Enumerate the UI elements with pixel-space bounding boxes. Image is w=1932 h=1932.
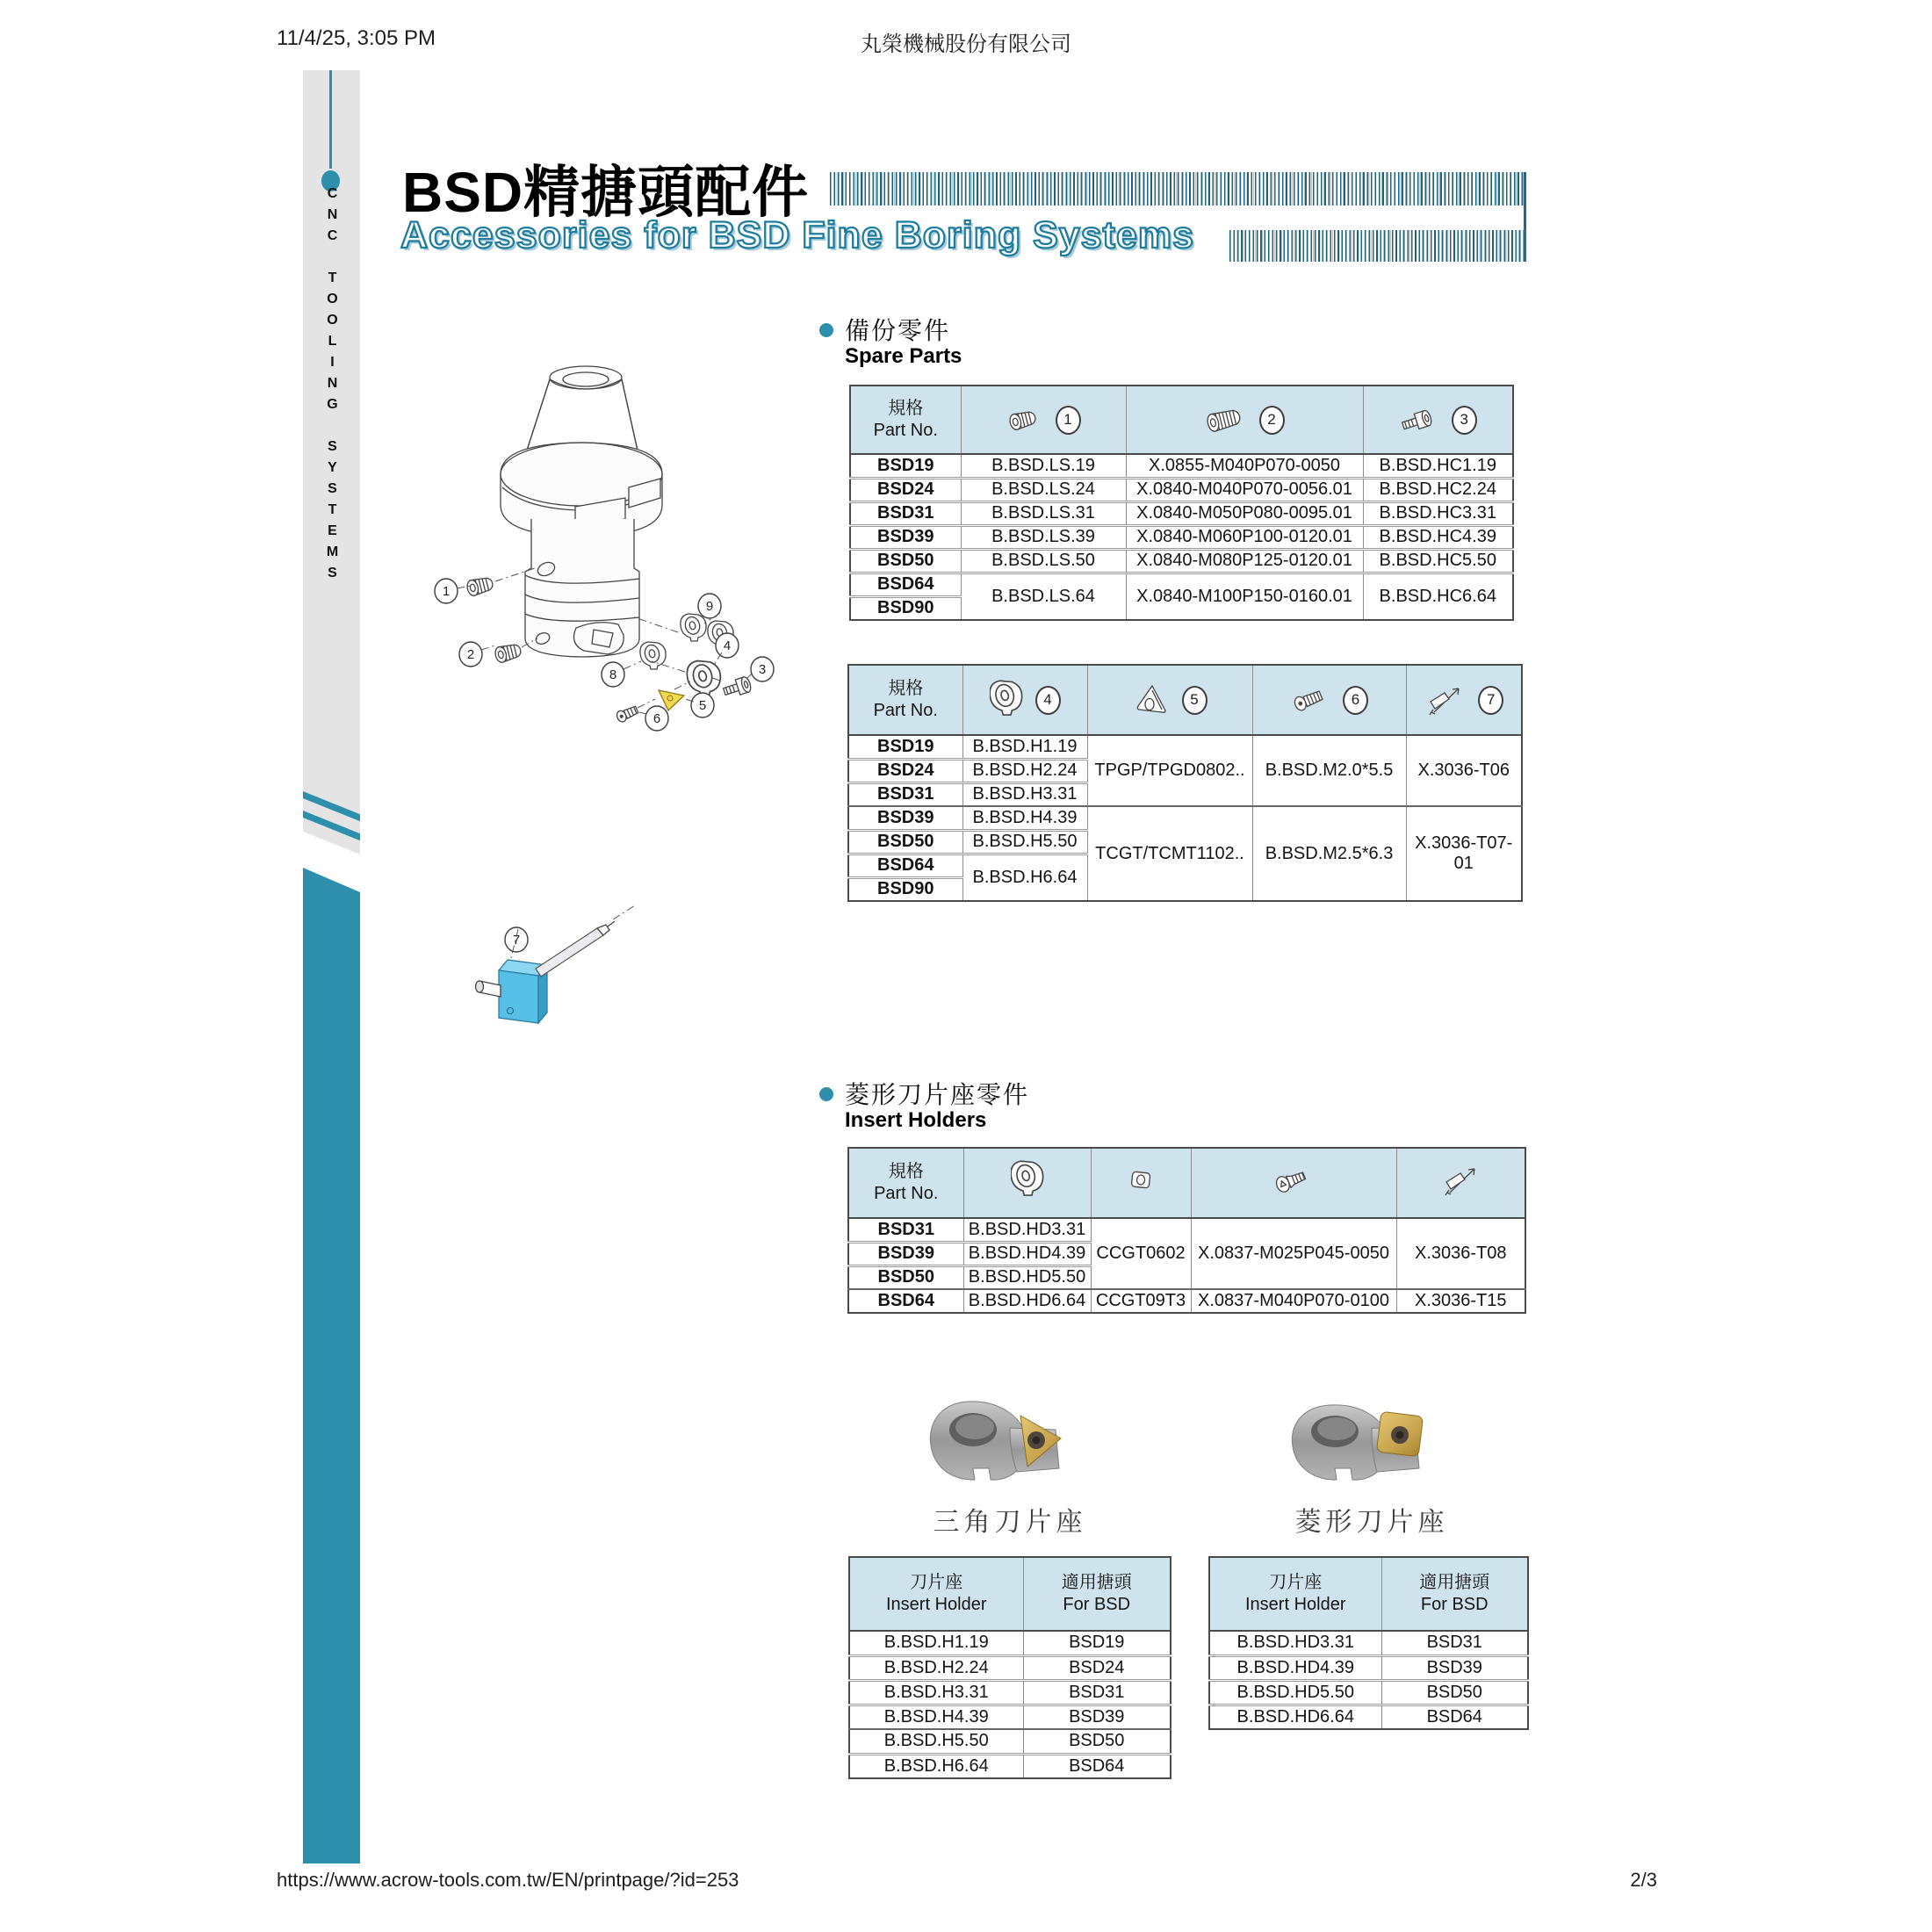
column-header <box>1191 1148 1396 1218</box>
table-row <box>850 549 1513 573</box>
table-row <box>1209 1631 1528 1655</box>
callout-number: 3 <box>1452 406 1477 435</box>
cell: B.BSD.LS.24 <box>961 478 1126 501</box>
table-row <box>1209 1680 1528 1705</box>
cell: BSD50 <box>1023 1729 1171 1754</box>
column-header: 刀片座 Insert Holder <box>1209 1557 1381 1631</box>
cell: BSD50 <box>1381 1680 1528 1705</box>
callout-number: 6 <box>1343 686 1368 715</box>
cell: BSD39 <box>850 525 961 549</box>
cell: B.BSD.H3.31 <box>962 782 1087 806</box>
table-row <box>850 525 1513 549</box>
cell: B.BSD.H2.24 <box>849 1655 1023 1680</box>
cell: X.0837-M040P070-0100 <box>1191 1289 1396 1313</box>
cell: B.BSD.HC1.19 <box>1363 454 1513 478</box>
cell: B.BSD.H6.64 <box>962 854 1087 901</box>
driver-icon <box>1439 1161 1481 1200</box>
table-row <box>848 806 1522 830</box>
set-screw-long-icon <box>1205 405 1247 435</box>
cell: BSD39 <box>848 806 962 830</box>
callout-3: 3 <box>758 662 767 677</box>
cell: BSD50 <box>848 830 962 854</box>
square-insert-icon <box>1126 1166 1156 1194</box>
cell: BSD31 <box>1381 1631 1528 1655</box>
table-row <box>849 1655 1171 1680</box>
cell: B.BSD.H1.19 <box>962 735 1087 759</box>
cell: CCGT09T3 <box>1091 1289 1191 1313</box>
triangle-insert-holder-photo <box>922 1395 1107 1498</box>
cell: B.BSD.LS.39 <box>961 525 1126 549</box>
cell: B.BSD.H1.19 <box>849 1631 1023 1655</box>
cell: X.0840-M050P080-0095.01 <box>1126 501 1363 525</box>
column-header <box>1252 665 1406 735</box>
holder-mapping-table-diamond <box>1208 1556 1529 1730</box>
insert-holders-heading-en: Insert Holders <box>845 1108 987 1132</box>
callout-9: 9 <box>705 599 714 614</box>
title-stripe-band <box>830 172 1526 205</box>
table-row <box>848 1218 1525 1242</box>
spare-parts-heading-en: Spare Parts <box>845 344 962 368</box>
table-row <box>848 1289 1525 1313</box>
cell: BSD24 <box>1023 1655 1171 1680</box>
cell: BSD31 <box>1023 1680 1171 1705</box>
sidebar-accent-line <box>329 70 332 169</box>
cell: BSD24 <box>850 478 961 501</box>
cell: BSD19 <box>850 454 961 478</box>
table-header-row <box>849 1557 1171 1631</box>
sidebar-blue-bar <box>303 868 360 1864</box>
callout-2: 2 <box>466 647 475 662</box>
column-header: 規格 Part No. <box>848 665 962 735</box>
table-row <box>850 573 1513 596</box>
column-header: 規格 Part No. <box>850 386 961 454</box>
cell: B.BSD.HD6.64 <box>963 1289 1091 1313</box>
callout-number: 5 <box>1182 686 1208 715</box>
cell: BSD24 <box>848 759 962 782</box>
callout-number: 4 <box>1035 686 1061 715</box>
table-header-row <box>848 1148 1525 1218</box>
table-row <box>850 501 1513 525</box>
cell: X.3036-T06 <box>1406 735 1522 806</box>
cell: X.3036-T15 <box>1396 1289 1525 1313</box>
cell: X.0840-M100P150-0160.01 <box>1126 573 1363 620</box>
table-row <box>849 1680 1171 1705</box>
cell: BSD90 <box>850 596 961 620</box>
table-row <box>849 1631 1171 1655</box>
cell: BSD64 <box>850 573 961 596</box>
table-row <box>849 1729 1171 1754</box>
column-header: 適用搪頭 For BSD <box>1023 1557 1171 1631</box>
driver-icon <box>1424 681 1466 719</box>
cell: B.BSD.LS.19 <box>961 454 1126 478</box>
callout-number: 1 <box>1056 406 1081 435</box>
cell: BSD50 <box>850 549 961 573</box>
set-screw-icon <box>1006 405 1043 435</box>
cell: BSD64 <box>1381 1705 1528 1729</box>
cell: BSD39 <box>848 1242 963 1265</box>
column-header <box>1091 1148 1191 1218</box>
cap-screw-icon <box>1399 405 1439 435</box>
cell: CCGT0602 <box>1091 1218 1191 1289</box>
cell: BSD64 <box>848 1289 963 1313</box>
column-header: 刀片座 Insert Holder <box>849 1557 1023 1631</box>
cell: BSD31 <box>850 501 961 525</box>
cell: B.BSD.H5.50 <box>849 1729 1023 1754</box>
cell: B.BSD.HC6.64 <box>1363 573 1513 620</box>
spare-parts-table-1 <box>849 385 1514 621</box>
cell: B.BSD.M2.5*6.3 <box>1252 806 1406 901</box>
table-row <box>849 1705 1171 1729</box>
table-header-row <box>1209 1557 1528 1631</box>
cell: B.BSD.HC2.24 <box>1363 478 1513 501</box>
cell: X.3036-T08 <box>1396 1218 1525 1289</box>
cell: X.0855-M040P070-0050 <box>1126 454 1363 478</box>
callout-5: 5 <box>698 698 707 713</box>
callout-number: 2 <box>1259 406 1285 435</box>
cell: B.BSD.H4.39 <box>962 806 1087 830</box>
cartridge-icon <box>1011 1158 1044 1202</box>
cell: BSD39 <box>1381 1655 1528 1680</box>
cell: B.BSD.HD6.64 <box>1209 1705 1381 1729</box>
cell: B.BSD.HC3.31 <box>1363 501 1513 525</box>
cell: B.BSD.M2.0*5.5 <box>1252 735 1406 806</box>
sidebar-vertical-label: CNC TOOLING SYSTEMS <box>325 186 340 587</box>
spare-parts-table-2 <box>847 664 1523 902</box>
cell: BSD50 <box>848 1265 963 1289</box>
cell: B.BSD.HD3.31 <box>963 1218 1091 1242</box>
print-datetime: 11/4/25, 3:05 PM <box>277 26 436 50</box>
cell: BSD39 <box>1023 1705 1171 1729</box>
cell: BSD64 <box>848 854 962 877</box>
company-name: 丸榮機械股份有限公司 <box>861 32 1071 56</box>
cell: B.BSD.HD4.39 <box>1209 1655 1381 1680</box>
spare-parts-heading-cjk: 備份零件 <box>845 317 951 344</box>
photo-caption: 菱形刀片座 <box>1294 1508 1449 1537</box>
column-header <box>1087 665 1252 735</box>
cell: BSD19 <box>1023 1631 1171 1655</box>
triangle-insert-icon <box>1133 682 1170 717</box>
cell: B.BSD.HC5.50 <box>1363 549 1513 573</box>
diamond-insert-holder-photo <box>1284 1398 1468 1496</box>
insert-holders-heading-cjk: 菱形刀片座零件 <box>845 1081 1030 1108</box>
column-header <box>962 665 1087 735</box>
cell: B.BSD.H3.31 <box>849 1680 1023 1705</box>
cell: B.BSD.H2.24 <box>962 759 1087 782</box>
cell: B.BSD.LS.50 <box>961 549 1126 573</box>
cartridge-icon <box>990 678 1023 722</box>
column-header <box>1126 386 1363 454</box>
cell: B.BSD.H5.50 <box>962 830 1087 854</box>
cell: B.BSD.H4.39 <box>849 1705 1023 1729</box>
table-header-row <box>850 386 1513 454</box>
cell: B.BSD.H6.64 <box>849 1754 1023 1778</box>
subtitle-stripe-band <box>1229 230 1526 262</box>
table-row <box>850 454 1513 478</box>
cell: B.BSD.HD3.31 <box>1209 1631 1381 1655</box>
flat-torx-screw-icon <box>1272 1163 1316 1198</box>
column-header <box>1406 665 1522 735</box>
footer-url: https://www.acrow-tools.com.tw/EN/printpage/?id=253 <box>277 1869 739 1891</box>
table-header-row <box>848 665 1522 735</box>
column-header <box>963 1148 1091 1218</box>
cell: B.BSD.HD4.39 <box>963 1242 1091 1265</box>
cell: X.0840-M080P125-0120.01 <box>1126 549 1363 573</box>
column-header: 適用搪頭 For BSD <box>1381 1557 1528 1631</box>
cell: X.3036-T07-01 <box>1406 806 1522 901</box>
table-row <box>1209 1705 1528 1729</box>
cell: X.0840-M040P070-0056.01 <box>1126 478 1363 501</box>
table-row <box>848 735 1522 759</box>
column-header: 規格 Part No. <box>848 1148 963 1218</box>
callout-8: 8 <box>609 667 617 682</box>
cell: X.0837-M025P045-0050 <box>1191 1218 1396 1289</box>
cell: BSD90 <box>848 877 962 901</box>
cell: BSD64 <box>1023 1754 1171 1778</box>
cell: B.BSD.HD5.50 <box>963 1265 1091 1289</box>
cell: X.0840-M060P100-0120.01 <box>1126 525 1363 549</box>
column-header <box>961 386 1126 454</box>
page-subtitle: Accessories for BSD Fine Boring Systems <box>400 214 1195 256</box>
exploded-boring-head-drawing <box>422 364 808 1032</box>
column-header <box>1363 386 1513 454</box>
insert-holders-table <box>847 1147 1526 1314</box>
cell: BSD31 <box>848 782 962 806</box>
cell: B.BSD.HC4.39 <box>1363 525 1513 549</box>
footer-page-number: 2/3 <box>1630 1869 1657 1891</box>
column-header <box>1396 1148 1525 1218</box>
section-bullet <box>819 1087 833 1101</box>
callout-number: 7 <box>1478 686 1503 715</box>
cell: TPGP/TPGD0802.. <box>1087 735 1252 806</box>
callout-6: 6 <box>652 711 661 726</box>
photo-caption: 三角刀片座 <box>933 1508 1087 1537</box>
cell: BSD31 <box>848 1218 963 1242</box>
table-row <box>1209 1655 1528 1680</box>
cell: TCGT/TCMT1102.. <box>1087 806 1252 901</box>
table-row <box>850 478 1513 501</box>
holder-mapping-table-triangle <box>848 1556 1171 1779</box>
page-title: BSD精搪頭配件 <box>402 161 810 224</box>
torx-screw-icon <box>1290 684 1330 716</box>
cell: BSD19 <box>848 735 962 759</box>
cell: B.BSD.HD5.50 <box>1209 1680 1381 1705</box>
callout-1: 1 <box>442 584 451 599</box>
section-bullet <box>819 323 833 337</box>
cell: B.BSD.LS.31 <box>961 501 1126 525</box>
callout-7: 7 <box>512 933 521 948</box>
table-row <box>849 1754 1171 1778</box>
cell: B.BSD.LS.64 <box>961 573 1126 620</box>
callout-4: 4 <box>723 638 732 653</box>
